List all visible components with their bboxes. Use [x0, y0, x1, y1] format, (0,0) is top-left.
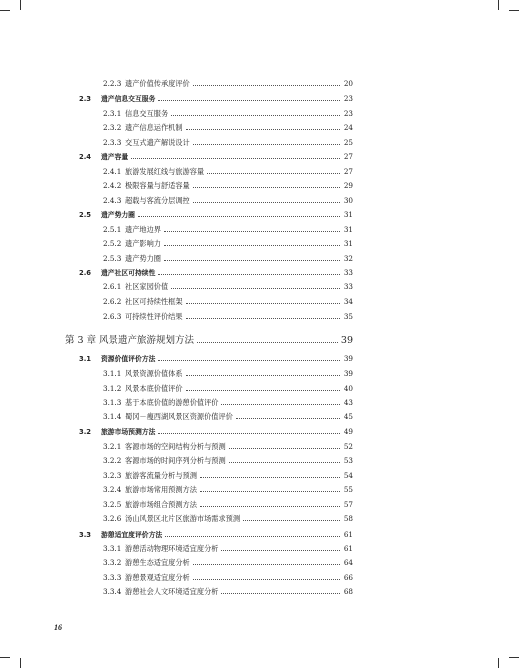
- toc-entry-page: 25: [343, 138, 353, 147]
- toc-entry-title: 旅游市场常用预测方法: [125, 485, 197, 494]
- toc-subsection[interactable]: [103, 254, 353, 263]
- toc-entry-title: 游憩社会人文环境适宜度分析: [125, 587, 219, 596]
- toc-leader-dots: [171, 288, 340, 289]
- toc-section[interactable]: [79, 354, 353, 364]
- toc-entry-page: 40: [343, 384, 353, 393]
- toc-entry-number: 2.6: [79, 269, 92, 277]
- toc-entry-page: 64: [343, 558, 353, 567]
- toc-entry-number: 3.2.1: [103, 442, 122, 451]
- toc-entry-page: 32: [343, 254, 353, 263]
- toc-subsection[interactable]: [103, 442, 353, 451]
- toc-subsection[interactable]: [103, 225, 353, 234]
- toc-entry-page: 55: [343, 485, 353, 494]
- toc-entry-page: 33: [343, 268, 353, 277]
- toc-entry-page: 61: [343, 544, 353, 553]
- toc-entry-number: 3.2.6: [103, 514, 122, 523]
- toc-entry-number: 2.5.3: [103, 254, 122, 263]
- toc-leader-dots: [193, 579, 340, 580]
- toc-chapter[interactable]: [65, 335, 353, 347]
- toc-subsection[interactable]: [103, 167, 353, 176]
- toc-leader-dots: [186, 318, 340, 319]
- toc-entry-number: 2.5.1: [103, 225, 122, 234]
- toc-entry-number: 2.6.1: [103, 282, 122, 291]
- toc-entry-page: 57: [343, 500, 353, 509]
- toc-entry-title: 蜀冈－瘦西湖风景区资源价值评价: [125, 412, 233, 421]
- toc-entry-title: 客源市场的空间结构分析与预测: [125, 442, 226, 451]
- toc-entry-title: 遗产势力圈: [125, 254, 161, 263]
- toc-entry-title: 交互式遗产解说设计: [125, 138, 190, 147]
- toc-entry-page: 53: [343, 456, 353, 465]
- toc-entry-number: 3.2: [79, 428, 92, 436]
- toc-entry-title: 可持续性评价结果: [125, 312, 183, 321]
- toc-subsection[interactable]: [103, 514, 353, 523]
- toc-entry-title: 遗产容量: [101, 153, 129, 161]
- toc-entry-page: 23: [343, 94, 353, 103]
- toc-entry-page: 68: [343, 587, 353, 596]
- toc-subsection[interactable]: [103, 123, 353, 132]
- toc-entry-number: 3.3.4: [103, 587, 122, 596]
- toc-leader-dots: [186, 129, 340, 130]
- toc-entry-title: 风景本底价值评价: [125, 384, 183, 393]
- toc-leader-dots: [158, 274, 340, 275]
- toc-entry-number: 3.2.3: [103, 471, 122, 480]
- toc-subsection[interactable]: [103, 239, 353, 248]
- toc-entry-title: 资源价值评价方法: [101, 355, 156, 363]
- toc-entry-number: 3.1.1: [103, 369, 122, 378]
- toc-entry-number: 2.4.3: [103, 196, 122, 205]
- toc-subsection[interactable]: [103, 544, 353, 553]
- toc-entry-number: 2.3.3: [103, 138, 122, 147]
- toc-entry-number: 3.2.2: [103, 456, 122, 465]
- toc-leader-dots: [200, 506, 340, 507]
- toc-entry-page: 20: [343, 79, 353, 88]
- toc-entry-title: 旅游发展红线与旅游容量: [125, 167, 205, 176]
- toc-entry-page: 39: [343, 369, 353, 378]
- toc-entry-page: 52: [343, 442, 353, 451]
- toc-entry-number: 2.4: [79, 153, 92, 161]
- toc-leader-dots: [243, 520, 340, 521]
- toc-entry-page: 31: [343, 225, 353, 234]
- toc-entry-title: 旅游市场预测方法: [101, 428, 156, 436]
- toc-entry-title: 遗产信息运作机制: [125, 123, 183, 132]
- toc-subsection[interactable]: [103, 412, 353, 421]
- toc-leader-dots: [221, 550, 340, 551]
- toc-entry-title: 风景遗产旅游规划方法: [99, 335, 195, 346]
- toc-leader-dots: [131, 158, 340, 159]
- toc-entry-page: 58: [343, 514, 353, 523]
- toc-entry-title: 风景资源价值体系: [125, 369, 183, 378]
- toc-subsection[interactable]: [103, 196, 353, 205]
- toc-section[interactable]: [79, 427, 353, 437]
- toc-entry-number: 3.3: [79, 531, 92, 539]
- toc-section[interactable]: [79, 268, 353, 278]
- toc-leader-dots: [207, 173, 340, 174]
- toc-entry-page: 39: [340, 335, 353, 346]
- toc-leader-dots: [197, 342, 338, 343]
- toc-entry-number: 第 3 章: [65, 335, 97, 346]
- toc-entry-page: 54: [343, 471, 353, 480]
- toc-entry-number: 3.1.4: [103, 412, 122, 421]
- toc-subsection[interactable]: [103, 312, 353, 321]
- toc-subsection[interactable]: [103, 384, 353, 393]
- toc-section[interactable]: [79, 530, 353, 540]
- toc-entry-page: 23: [343, 109, 353, 118]
- toc-entry-page: 31: [343, 210, 353, 219]
- toc-entry-title: 游憩生态适宜度分析: [125, 558, 190, 567]
- toc-entry-title: 基于本底价值的游憩价值评价: [125, 398, 219, 407]
- toc-entry-title: 超载与客流分层调控: [125, 196, 190, 205]
- toc-entry-title: 遗产社区可持续性: [101, 269, 156, 277]
- toc-entry-title: 信息交互服务: [125, 109, 169, 118]
- toc-entry-number: 3.3.2: [103, 558, 122, 567]
- toc-entry-page: 39: [343, 354, 353, 363]
- toc-entry-title: 旅游客流量分析与预测: [125, 471, 197, 480]
- toc-leader-dots: [186, 375, 340, 376]
- toc-leader-dots: [186, 390, 340, 391]
- toc-entry-number: 3.3.3: [103, 573, 122, 582]
- toc-subsection[interactable]: [103, 369, 353, 378]
- toc-entry-page: 33: [343, 282, 353, 291]
- toc-leader-dots: [193, 202, 340, 203]
- toc-entry-title: 汤山风景区北片区旅游市场需求预测: [125, 514, 241, 523]
- toc-entry-number: 2.2.3: [103, 79, 122, 88]
- toc-entry-page: 29: [343, 181, 353, 190]
- toc-entry-page: 66: [343, 573, 353, 582]
- toc-leader-dots: [193, 187, 340, 188]
- toc-leader-dots: [158, 360, 340, 361]
- toc-entry-title: 游憩活动物理环境适宜度分析: [125, 544, 219, 553]
- toc-entry-page: 45: [343, 412, 353, 421]
- toc-subsection[interactable]: [103, 587, 353, 596]
- toc-entry-number: 2.3.1: [103, 109, 122, 118]
- toc-entry-number: 3.2.4: [103, 485, 122, 494]
- toc-entry-number: 2.3: [79, 95, 92, 103]
- toc-leader-dots: [165, 536, 340, 537]
- toc-entry-title: 遗产地边界: [125, 225, 161, 234]
- toc-section[interactable]: [79, 210, 353, 220]
- toc-entry-number: 2.5.2: [103, 239, 122, 248]
- toc-entry-title: 遗产势力圈: [101, 211, 135, 219]
- toc-subsection[interactable]: [103, 79, 353, 88]
- toc-entry-title: 极限容量与舒适容量: [125, 181, 190, 190]
- toc-entry-title: 社区可持续性框架: [125, 297, 183, 306]
- toc-entry-number: 2.4.1: [103, 167, 122, 176]
- toc-subsection[interactable]: [103, 471, 353, 480]
- toc-subsection[interactable]: [103, 181, 353, 190]
- toc-entry-page: 31: [343, 239, 353, 248]
- toc-subsection[interactable]: [103, 573, 353, 582]
- toc-section[interactable]: [79, 94, 353, 104]
- toc-entry-number: 3.1.2: [103, 384, 122, 393]
- toc-entry-page: 43: [343, 398, 353, 407]
- toc-leader-dots: [229, 462, 340, 463]
- toc-leader-dots: [221, 404, 340, 405]
- toc-subsection[interactable]: [103, 456, 353, 465]
- toc-leader-dots: [193, 144, 340, 145]
- toc-entry-number: 2.4.2: [103, 181, 122, 190]
- toc-entry-title: 游憩景观适宜度分析: [125, 573, 190, 582]
- toc-subsection[interactable]: [103, 398, 353, 407]
- toc-entry-number: 3.2.5: [103, 500, 122, 509]
- toc-entry-number: 2.5: [79, 211, 92, 219]
- toc-subsection[interactable]: [103, 297, 353, 306]
- toc-entry-number: 2.6.2: [103, 297, 122, 306]
- toc-subsection[interactable]: [103, 485, 353, 494]
- toc-leader-dots: [193, 85, 340, 86]
- toc-entry-page: 35: [343, 312, 353, 321]
- toc-entry-title: 遗产影响力: [125, 239, 161, 248]
- toc-entry-title: 客源市场的时间序列分析与预测: [125, 456, 226, 465]
- toc-entry-title: 遗产信息交互服务: [101, 95, 156, 103]
- toc-subsection[interactable]: [103, 138, 353, 147]
- toc-entry-page: 34: [343, 297, 353, 306]
- toc-entry-number: 2.3.2: [103, 123, 122, 132]
- toc-leader-dots: [164, 260, 340, 261]
- toc-leader-dots: [164, 231, 340, 232]
- toc-entry-number: 2.6.3: [103, 312, 122, 321]
- toc-leader-dots: [171, 115, 340, 116]
- toc-leader-dots: [138, 216, 340, 217]
- toc-leader-dots: [158, 433, 340, 434]
- toc-leader-dots: [164, 245, 340, 246]
- toc-leader-dots: [236, 418, 340, 419]
- page-number: 16: [54, 623, 62, 632]
- toc-leader-dots: [200, 477, 340, 478]
- toc-leader-dots: [200, 491, 340, 492]
- toc-entry-title: 游憩适宜度评价方法: [101, 531, 163, 539]
- toc-leader-dots: [158, 100, 340, 101]
- toc-leader-dots: [186, 303, 340, 304]
- toc-leader-dots: [221, 593, 340, 594]
- toc-leader-dots: [193, 564, 340, 565]
- toc-entry-page: 27: [343, 167, 353, 176]
- toc-entry-title: 社区家园价值: [125, 282, 169, 291]
- toc-entry-page: 27: [343, 152, 353, 161]
- toc-entry-title: 旅游市场组合预测方法: [125, 500, 197, 509]
- toc-subsection[interactable]: [103, 282, 353, 291]
- toc-entry-title: 遗产价值传承度评价: [125, 79, 190, 88]
- toc-entry-number: 3.1: [79, 355, 92, 363]
- toc-entry-page: 61: [343, 530, 353, 539]
- toc-entry-number: 3.3.1: [103, 544, 122, 553]
- toc-leader-dots: [229, 448, 340, 449]
- toc-entry-page: 24: [343, 123, 353, 132]
- toc-subsection[interactable]: [103, 109, 353, 118]
- toc-subsection[interactable]: [103, 558, 353, 567]
- toc-entry-page: 30: [343, 196, 353, 205]
- toc-subsection[interactable]: [103, 500, 353, 509]
- toc-entry-number: 3.1.3: [103, 398, 122, 407]
- toc-section[interactable]: [79, 152, 353, 162]
- toc-entry-page: 49: [343, 427, 353, 436]
